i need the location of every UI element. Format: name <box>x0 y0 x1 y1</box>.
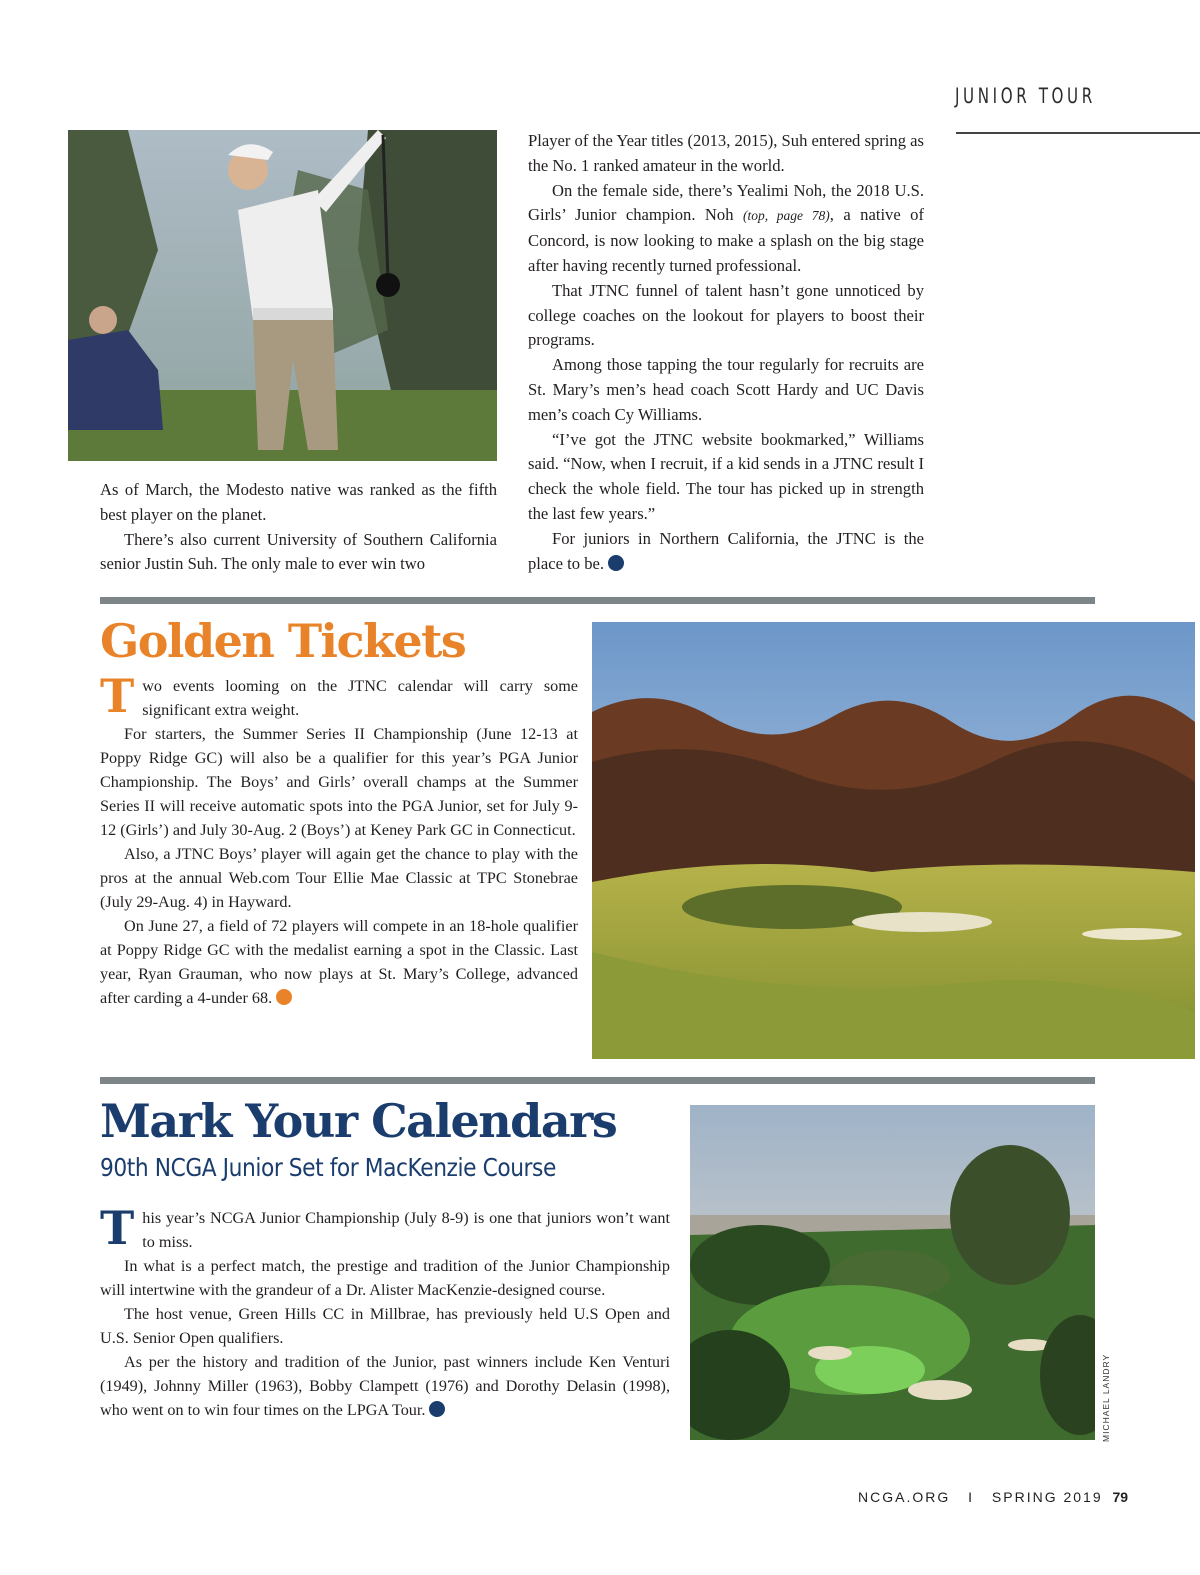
footer-separator: I <box>968 1489 975 1505</box>
page-footer <box>858 1489 1128 1505</box>
calendars-text: his year’s NCGA Junior Championship (July 8-9) is one that juniors won’t want to miss. <box>142 1209 670 1251</box>
golden-paragraph <box>100 914 578 1010</box>
intro-paragraph: As of March, the Modesto native was ranked as the fifth best player on the planet. <box>100 480 497 524</box>
drop-cap: T <box>100 669 135 723</box>
golden-tickets-headline: Golden Tickets <box>100 614 466 668</box>
footer-issue: SPRING 2019 <box>991 1489 1103 1505</box>
golden-paragraph <box>100 669 578 723</box>
section-label: JUNIOR TOUR <box>955 84 1096 108</box>
calendars-headline: Mark Your Calendars <box>100 1094 617 1148</box>
calendars-paragraph: The host venue, Green Hills CC in Millbrae, has previously held U.S Open and U.S. Senior Open qualifiers. <box>100 1305 670 1347</box>
golden-paragraph: For starters, the Summer Series II Championship (June 12-13 at Poppy Ridge GC) will also be a qualifier for this year’s PGA Junior Championship. The Boys’ and Girls’ overall champs at the Summer Series II will receive automatic spots into the PGA Junior, set for July 9-12 (Girls’) and July 30-Aug. 2 (Boys’) at Keney Park GC in Connecticut. <box>100 725 578 839</box>
intro-paragraph <box>528 179 924 279</box>
golden-text: wo events looming on the JTNC calendar will carry some significant extra weight. <box>142 677 578 719</box>
golf-course-photo <box>592 622 1195 1059</box>
intro-paragraph: “I’ve got the JTNC website bookmarked,” Williams said. “Now, when I recruit, if a kid sends in a JTNC result I check the whole field. The tour has picked up in strength the last few years.” <box>528 429 924 523</box>
golden-tickets-body <box>100 669 578 1010</box>
golden-text: On June 27, a field of 72 players will compete in an 18-hole qualifier at Poppy Ridge GC with the medalist earning a spot in the Classic. Last year, Ryan Grauman, who now plays at St. Mary’s College, advanced after carding a 4-under 68. <box>100 917 578 1007</box>
intro-text: , a native of Concord, is now looking to make a splash on the big stage after having recently turned professional. <box>528 205 925 275</box>
page-number: 79 <box>1112 1489 1129 1505</box>
calendars-paragraph: In what is a perfect match, the prestige and tradition of the Junior Championship will intertwine with the grandeur of a Dr. Alister MacKenzie-designed course. <box>100 1257 670 1299</box>
intro-column-left <box>100 478 497 577</box>
intro-text: For juniors in Northern California, the JTNC is the place to be. <box>528 528 924 573</box>
intro-paragraph: Player of the Year titles (2013, 2015), Suh entered spring as the No. 1 ranked amateur in the world. <box>528 131 924 175</box>
section-divider <box>100 1077 1095 1084</box>
calendars-paragraph <box>100 1350 670 1422</box>
photo-credit: MICHAEL LANDRY <box>1101 1353 1111 1442</box>
ncga-end-mark-icon <box>429 1401 445 1417</box>
section-divider <box>100 597 1095 604</box>
intro-paragraph: Among those tapping the tour regularly for recruits are St. Mary’s men’s head coach Scott Hardy and UC Davis men’s coach Cy Williams. <box>528 355 924 424</box>
intro-column-right <box>528 129 924 576</box>
intro-paragraph: There’s also current University of Southern California senior Justin Suh. The only male to ever win two <box>100 529 497 574</box>
footer-site: NCGA.ORG <box>858 1489 951 1505</box>
calendars-text: As per the history and tradition of the Junior, past winners include Ken Venturi (1949), Johnny Miller (1963), Bobby Clampett (1976) and Dorothy Delasin (1998), who went on to win four times on the LPGA Tour. <box>100 1353 670 1419</box>
intro-text: On the female side, there’s Yealimi Noh, the 2018 U.S. Girls’ Junior champion. Noh <box>528 180 924 225</box>
calendars-paragraph <box>100 1201 670 1255</box>
section-label-rule <box>956 132 1200 134</box>
intro-paragraph: That JTNC funnel of talent hasn’t gone unnoticed by college coaches on the lookout for players to boost their programs. <box>528 280 924 350</box>
golden-paragraph: Also, a JTNC Boys’ player will again get the chance to play with the pros at the annual Web.com Tour Ellie Mae Classic at TPC Stonebrae (July 29-Aug. 4) in Hayward. <box>100 845 578 911</box>
intro-paragraph <box>528 527 924 577</box>
ncga-end-mark-icon <box>608 555 624 571</box>
ncga-end-mark-icon <box>276 989 292 1005</box>
drop-cap: T <box>100 1201 135 1255</box>
photo-reference: (top, page 78) <box>742 208 830 224</box>
calendars-body <box>100 1201 670 1422</box>
green-hills-aerial-photo <box>690 1105 1095 1440</box>
golfer-photo <box>68 130 497 461</box>
calendars-subhead: 90th NCGA Junior Set for MacKenzie Course <box>100 1153 556 1182</box>
